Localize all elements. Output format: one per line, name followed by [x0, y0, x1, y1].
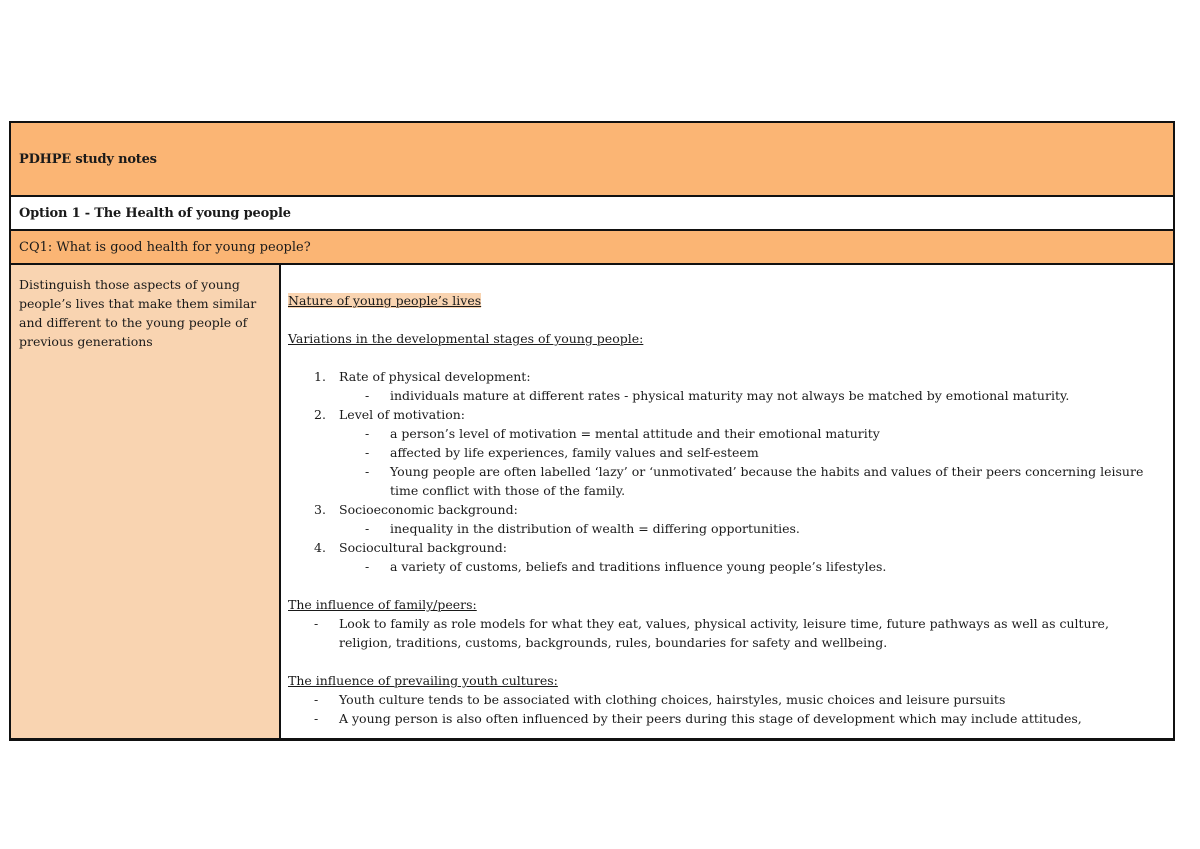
list-item: 1. Rate of physical development: — [314, 369, 531, 384]
list-item: - Youth culture tends to be associated with clothing choices, hairstyles, music choices and leisure pursuits — [314, 692, 1006, 707]
body-row — [11, 265, 1173, 738]
list-item: - individuals mature at different rates - physical maturity may not always be matched by emotional maturity. — [365, 388, 1070, 403]
list-item: - Young people are often labelled ‘lazy’ or ‘unmotivated’ because the habits and values of their peers concerning leisure time conflict with those of the family. — [365, 464, 1144, 498]
cq-row — [11, 231, 1173, 265]
list-item: - inequality in the distribution of wealth = differing opportunities. — [365, 521, 800, 536]
youth-heading: The influence of prevailing youth cultures: — [288, 673, 558, 688]
list-item: 2. Level of motivation: — [314, 407, 465, 422]
option-row — [11, 197, 1173, 231]
outcome-text: Distinguish those aspects of young people’s lives that make them similar and different to the young people of previous generations — [19, 277, 257, 349]
list-item: - a variety of customs, beliefs and traditions influence young people’s lifestyles. — [365, 559, 887, 574]
variations-heading: Variations in the developmental stages of young people: — [288, 331, 644, 346]
title-row — [11, 123, 1173, 197]
page-title: PDHPE study notes — [19, 151, 157, 167]
family-heading: The influence of family/peers: — [288, 597, 477, 612]
notes-table — [9, 121, 1175, 741]
list-item: - affected by life experiences, family values and self-esteem — [365, 445, 759, 460]
list-item: 4. Sociocultural background: — [314, 540, 507, 555]
notes-cell — [281, 265, 1173, 738]
list-item: - Look to family as role models for what they eat, values, physical activity, leisure time, future pathways as well as culture, religion, traditions, customs, backgrounds, rules, boundaries for safety and wellbeing. — [314, 616, 1109, 650]
list-item: - A young person is also often influenced by their peers during this stage of development which may include attitudes, — [314, 711, 1082, 726]
option-title: Option 1 - The Health of young people — [19, 205, 291, 221]
list-item: 3. Socioeconomic background: — [314, 502, 518, 517]
section-heading: Nature of young people’s lives — [288, 293, 482, 308]
critical-question: CQ1: What is good health for young people? — [19, 239, 311, 255]
outcome-cell — [11, 265, 281, 738]
list-item: - a person’s level of motivation = mental attitude and their emotional maturity — [365, 426, 880, 441]
